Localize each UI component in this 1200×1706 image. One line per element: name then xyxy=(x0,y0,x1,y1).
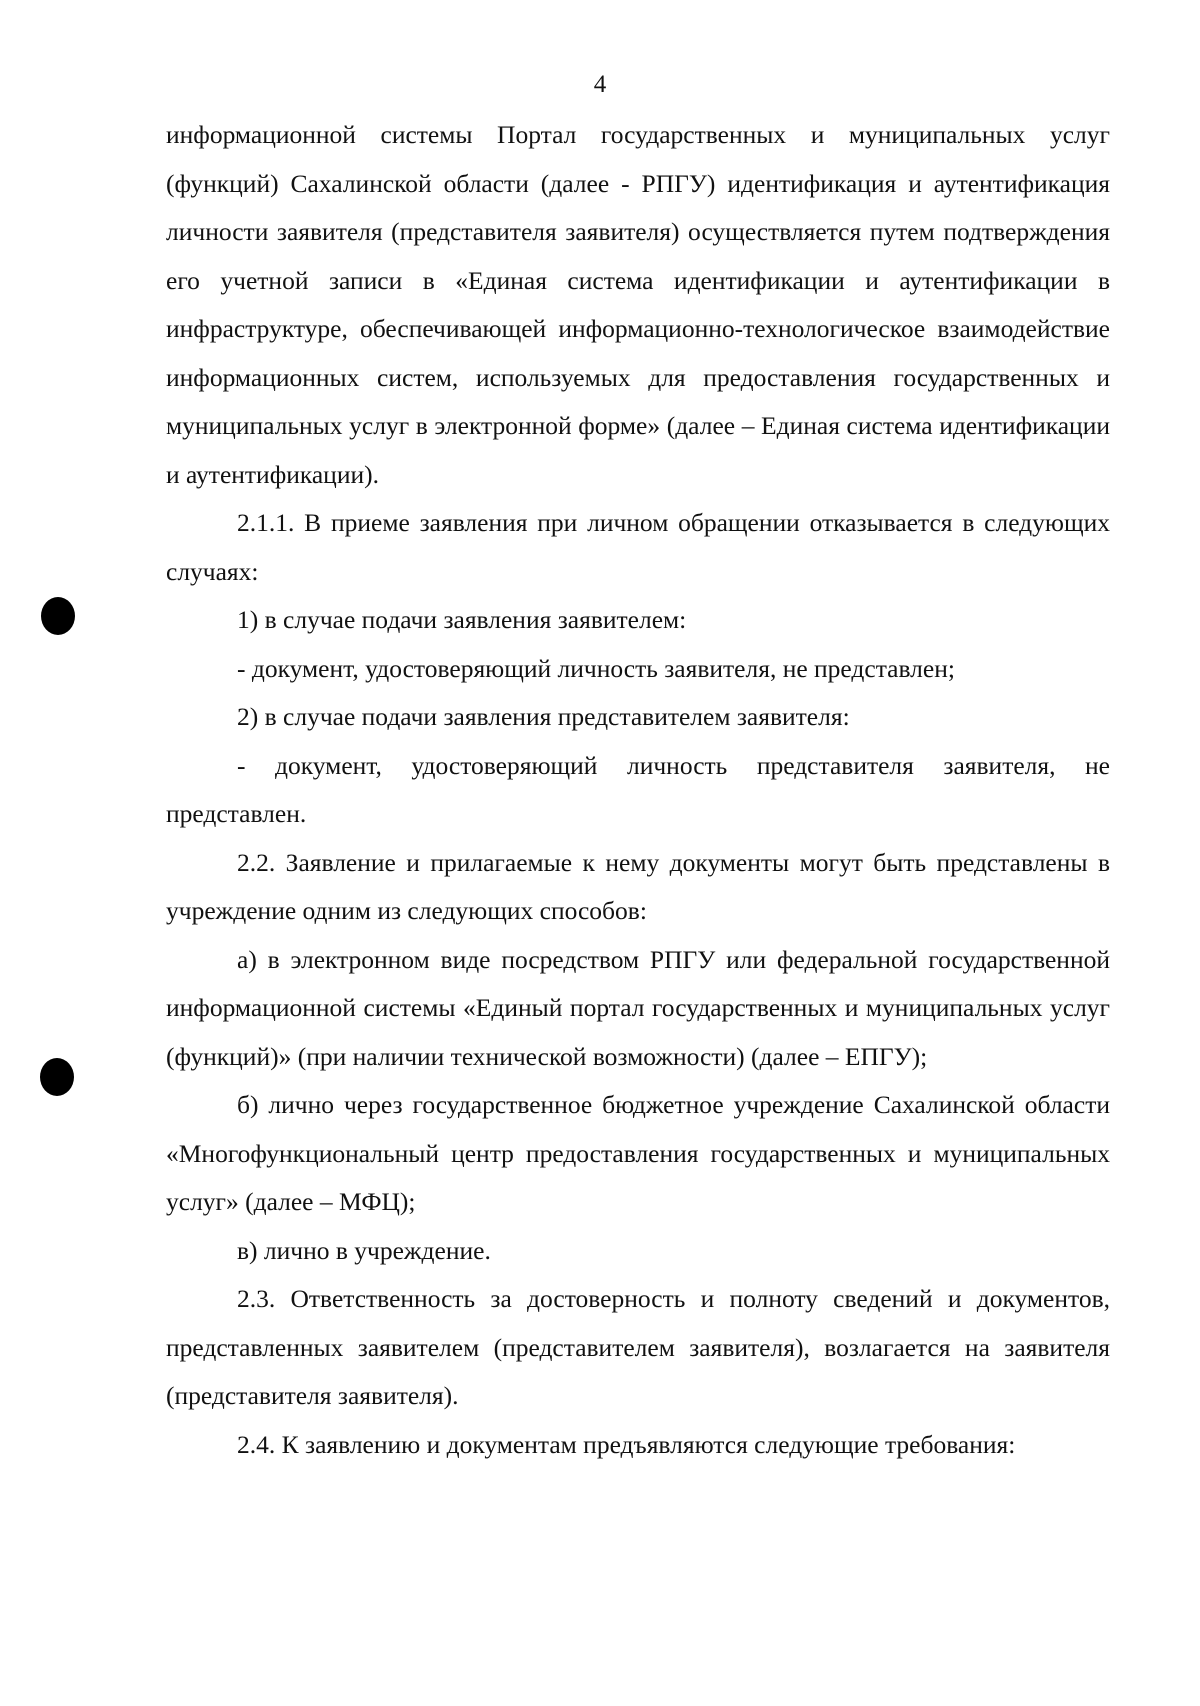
paragraph: 2.3. Ответственность за достоверность и полноту сведений и документов, представленных заявителем (представителем заявителя), возлагается на заявителя (представителя заявителя). xyxy=(166,1284,1110,1410)
punch-hole-mark xyxy=(40,1058,74,1096)
paragraph: - документ, удостоверяющий личность представителя заявителя, не представлен. xyxy=(166,750,1110,828)
paragraph: - документ, удостоверяющий личность заявителя, не представлен; xyxy=(237,653,955,683)
paragraph: информационной системы Портал государственных и муниципальных услуг (функций) Сахалинской области (далее - РПГУ) идентификация и аутентификация личности заявителя (представителя заявителя) осуществляется путем подтверждения его учетной записи в «Единая система идентификации и аутентификации в инфраструктуре, обеспечивающей информационно-технологическое взаимодействие информационных систем, используемых для предоставления государственных и муниципальных услуг в электронной форме» (далее – Единая система идентификации и аутентификации). xyxy=(166,120,1110,489)
page-number: 4 xyxy=(593,71,607,98)
paragraph: 2.1.1. В приеме заявления при личном обращении отказывается в следующих случаях: xyxy=(166,508,1110,586)
paragraph: 1) в случае подачи заявления заявителем: xyxy=(237,605,687,634)
paragraph: б) лично через государственное бюджетное учреждение Сахалинской области «Многофункциональный центр предоставления государственных и муниципальных услуг» (далее – МФЦ); xyxy=(166,1090,1110,1216)
paragraph: 2.2. Заявление и прилагаемые к нему документы могут быть представлены в учреждение одним из следующих способов: xyxy=(166,847,1110,925)
paragraph: а) в электронном виде посредством РПГУ или федеральной государственной информационной системы «Единый портал государственных и муниципальных услуг (функций)» (при наличии технической возможности) (далее – ЕПГУ); xyxy=(166,944,1110,1071)
paragraph: 2.4. К заявлению и документам предъявляются следующие требования: xyxy=(237,1429,1016,1459)
punch-hole-mark xyxy=(41,597,75,635)
paragraph: в) лично в учреждение. xyxy=(237,1235,491,1265)
paragraph: 2) в случае подачи заявления представителем заявителя: xyxy=(237,702,850,731)
document-body xyxy=(166,111,1110,1469)
